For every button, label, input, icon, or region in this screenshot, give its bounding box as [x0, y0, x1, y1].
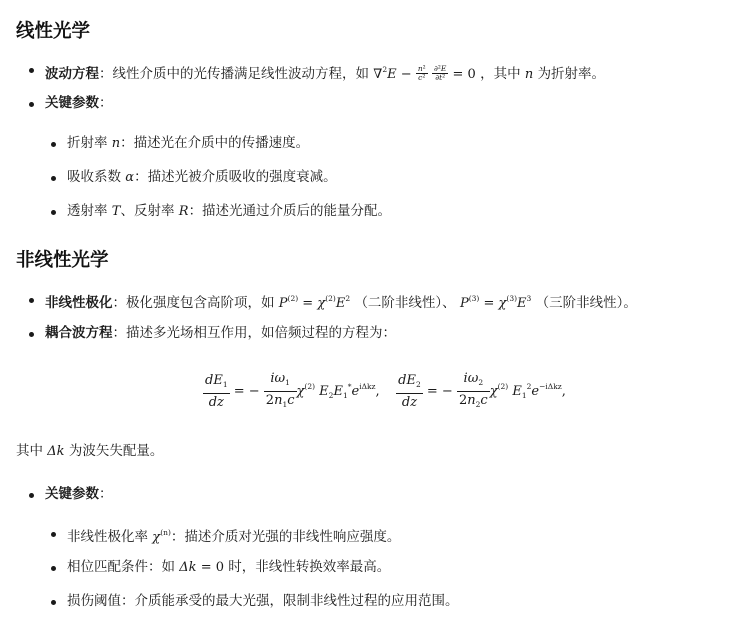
param-name: 非线性极化率 [67, 529, 148, 545]
polarization-item [45, 289, 637, 314]
key-params-label: 关键参数 [45, 95, 99, 111]
bullet [29, 493, 34, 498]
bullet [51, 600, 56, 605]
section-title-nonlinear-optics: 非线性光学 [16, 250, 109, 271]
polarization-eq3: $P^{(3)} = \chi^{(3)}E^3$ [459, 294, 532, 311]
bullet [51, 176, 56, 181]
param-name: 吸收系数 [67, 169, 121, 185]
param-symbol: α [125, 170, 135, 185]
param-symbol: n [111, 136, 121, 151]
wave-equation-text-after: ，其中 [480, 66, 521, 82]
param-item [67, 523, 400, 548]
param-name-2: 、反射率 [120, 203, 175, 219]
param-item [67, 591, 459, 611]
where-prefix: 其中 [16, 443, 43, 459]
bullet [29, 332, 34, 337]
polarization-eq2: $P^{(2)} = \chi^{(2)}E^2$ [278, 294, 351, 311]
where-suffix: 为波矢失配量。 [68, 443, 164, 459]
bullet [29, 298, 34, 303]
symbol-n: n [524, 67, 534, 82]
key-params-label: 关键参数 [45, 486, 99, 502]
polarization-label: 非线性极化 [45, 295, 113, 311]
param-desc: 损伤阈值：介质能承受的最大光强，限制非线性过程的应用范围。 [67, 593, 459, 609]
param-item [67, 167, 337, 188]
param-symbol: $\chi^{(n)}$ [152, 528, 171, 545]
param-symbol-2: R [178, 204, 189, 219]
coupled-wave-text: ：描述多光场相互作用，如倍频过程的方程为： [112, 325, 396, 341]
coupled-wave-label: 耦合波方程 [45, 325, 113, 341]
key-params-colon: ： [99, 95, 113, 111]
where-line [16, 441, 163, 462]
param-desc: ：描述光通过介质后的能量分配。 [188, 203, 392, 219]
param-name: 透射率 [67, 203, 108, 219]
bullet [51, 210, 56, 215]
param-symbol: T [111, 204, 121, 219]
polarization-note-1: （二阶非线性）、 [354, 295, 456, 311]
bullet [51, 532, 56, 537]
polarization-note-2: （三阶非线性）。 [535, 295, 637, 311]
bullet [51, 142, 56, 147]
wave-equation-item [45, 60, 605, 85]
param-name: 折射率 [67, 135, 108, 151]
polarization-text: ：极化强度包含高阶项，如 [112, 295, 275, 311]
key-params-heading [45, 484, 113, 504]
wave-equation-text: ：线性介质中的光传播满足线性波动方程，如 [99, 66, 369, 82]
key-params-colon: ： [99, 486, 113, 502]
param-item [67, 133, 309, 154]
wave-equation-formula: ∇$^2$E − $\frac{\text{n²}}{\text{c²}}$ $\frac{\text{∂²E}}{\text{∂t²}}$ = 0 [373, 64, 476, 82]
param-desc: ：描述光被介质吸收的强度衰减。 [134, 169, 337, 185]
symbol-delta-k: Δk [47, 444, 65, 459]
bullet [51, 566, 56, 571]
param-desc: 时，非线性转换效率最高。 [228, 559, 391, 575]
wave-equation-text-end: 为折射率。 [537, 66, 606, 82]
section-title-linear-optics: 线性光学 [16, 21, 91, 42]
param-desc: ：描述介质对光强的非线性响应强度。 [170, 529, 401, 545]
coupled-wave-equation: $\frac{dE_1}{dz}$ = − $\frac{i\omega_1}{2n_1c}$ $\chi^{(2)}$ $E_2E_1^*e^{i\Delta kz}$, $\frac{dE_2}{dz}$ = − $\frac{i\omega_2}{2n_2c}$ $\chi^{(2)}$ $E_1^2e^{-i\Delta kz}$, [205, 371, 566, 410]
param-symbol: Δk = 0 [179, 560, 224, 575]
key-params-heading [45, 93, 113, 113]
bullet [29, 102, 34, 107]
param-name: 相位匹配条件：如 [67, 559, 175, 575]
wave-equation-label: 波动方程 [45, 66, 99, 82]
param-item [67, 557, 390, 578]
param-item [67, 201, 391, 222]
param-desc: ：描述光在介质中的传播速度。 [120, 135, 310, 151]
bullet [29, 68, 34, 73]
coupled-wave-item [45, 323, 396, 343]
